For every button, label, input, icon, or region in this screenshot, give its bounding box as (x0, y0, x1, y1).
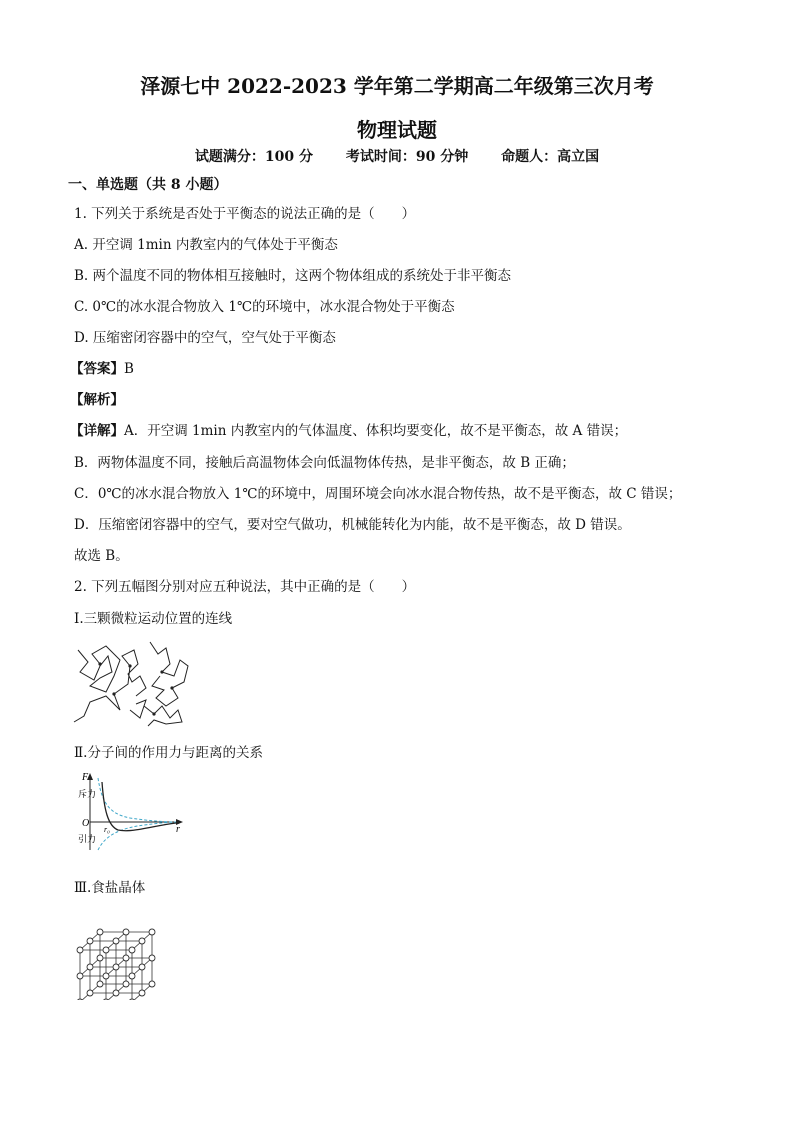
q1-detail-d: D．压缩密闭容器中的空气，要对空气做功，机械能转化为内能，故不是平衡态，故 D 错误。 (74, 517, 631, 533)
exam-subtitle: 物理试题 (357, 118, 437, 142)
origin-label: O (82, 818, 90, 829)
lattice-ion (77, 947, 83, 953)
lattice-ion (97, 981, 103, 987)
full-score: 试题满分：100 分 (194, 149, 313, 165)
q1-option-a: A. 开空调 1min 内教室内的气体处于平衡态 (74, 237, 338, 253)
q1-option-d: D. 压缩密闭容器中的空气，空气处于平衡态 (74, 330, 336, 346)
answer-value: B (124, 361, 134, 377)
lattice-ion (103, 999, 109, 1000)
lattice-ion (113, 938, 119, 944)
repulsion-label: 斥力 (78, 790, 97, 800)
q1-analysis (70, 388, 124, 408)
section-heading: 一、单选题（共 8 小题） (68, 177, 228, 193)
exam-meta (0, 146, 794, 166)
brownian-motion-figure (70, 636, 200, 728)
q1-detail-b: B．两物体温度不同，接触后高温物体会向低温物体传热，是非平衡态，故 B 正确； (74, 455, 575, 471)
attraction-label: 引力 (78, 835, 97, 845)
axis-f-label: F (82, 772, 89, 783)
lattice-ion (87, 990, 93, 996)
q1-stem: 1. 下列关于系统是否处于平衡态的说法正确的是（ ） (74, 206, 416, 222)
answer-label: 【答案】 (70, 361, 124, 377)
lattice-ion (149, 981, 155, 987)
lattice-ion (77, 973, 83, 979)
lattice-ion (129, 973, 135, 979)
q2-stem: 2. 下列五幅图分别对应五种说法，其中正确的是（ ） (74, 579, 416, 595)
q1-option-c: C. 0℃的冰水混合物放入 1℃的环境中，冰水混合物处于平衡态 (74, 299, 455, 315)
r0-label: r₀ (104, 825, 110, 834)
q1-answer (70, 357, 134, 377)
fig2-caption: Ⅱ.分子间的作用力与距离的关系 (74, 745, 263, 761)
fig3-caption: Ⅲ.食盐晶体 (74, 880, 146, 896)
lattice-ion (77, 999, 83, 1000)
exam-time: 考试时间：90 分钟 (345, 149, 469, 165)
lattice-ion (149, 955, 155, 961)
lattice-ion (129, 999, 135, 1000)
lattice-ion (97, 929, 103, 935)
lattice-ion (123, 955, 129, 961)
lattice-ion (123, 981, 129, 987)
lattice-ion (149, 929, 155, 935)
force-distance-figure (74, 770, 186, 856)
lattice-ion (113, 990, 119, 996)
lattice-ion (103, 973, 109, 979)
q1-conclusion: 故选 B。 (74, 548, 129, 564)
q1-detail-a: 【详解】A．开空调 1min 内教室内的气体温度、体积均要变化，故不是平衡态，故 A 错误； (70, 423, 628, 439)
fig1-caption: Ⅰ.三颗微粒运动位置的连线 (74, 611, 233, 627)
lattice-ion (87, 938, 93, 944)
exam-title: 泽源七中 2022-2023 学年第二学期高二年级第三次月考 (140, 74, 654, 98)
detail-label: 【详解】 (70, 423, 124, 439)
lattice-ion (139, 964, 145, 970)
q1-detail-c: C．0℃的冰水混合物放入 1℃的环境中，周围环境会向冰水混合物传热，故不是平衡态，故 C 错误； (74, 486, 682, 502)
analysis-label: 【解析】 (70, 392, 124, 408)
q1-option-b: B. 两个温度不同的物体相互接触时，这两个物体组成的系统处于非平衡态 (74, 268, 512, 284)
lattice-ion (103, 947, 109, 953)
lattice-ion (139, 990, 145, 996)
lattice-ion (87, 964, 93, 970)
lattice-ion (113, 964, 119, 970)
author: 命题人：高立国 (501, 149, 600, 165)
axis-r-label: r (176, 824, 180, 835)
lattice-ion (139, 938, 145, 944)
lattice-ion (97, 955, 103, 961)
lattice-ion (129, 947, 135, 953)
salt-crystal-figure (72, 904, 168, 1000)
lattice-ion (123, 929, 129, 935)
